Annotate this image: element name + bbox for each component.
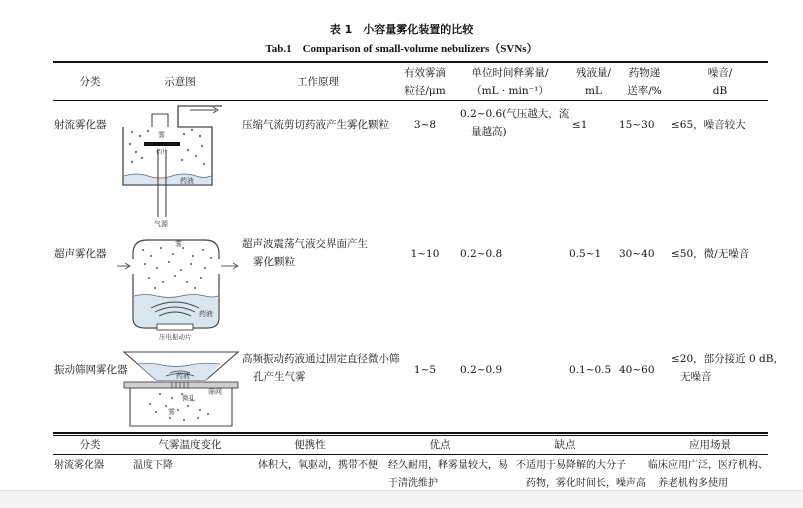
t2-header-scenarios: 应用场景 [689,439,731,451]
row2-noise: ≤50，微/无噪音 [671,248,750,260]
ultrasonic-diagram-liquid-label: 药液 [199,310,213,318]
ultrasonic-nebulizer-diagram [115,228,245,343]
t2-row1-advantages [388,457,508,493]
row3-principle-line1: 高频振动药液通过固定直径微小筛 [242,353,400,365]
t2-header-disadvantages: 缺点 [554,439,576,451]
t2-row1-temperature: 温度下降 [133,460,173,471]
header-delivery-line2: 送率/% [627,85,662,97]
row2-principle-line1: 超声波震荡气液交界面产生 [242,238,368,250]
mesh-diagram-liquid-label: 药液 [176,372,190,380]
row1-residual: ≤1 [572,119,588,131]
row1-category: 射流雾化器 [54,119,107,131]
row3-principle [242,350,400,386]
jet-diagram-liquid-label: 药液 [180,177,194,185]
header-droplet-line1: 有效雾滴 [404,67,446,79]
row3-category: 振动筛网雾化器 [54,364,128,376]
table-title-cn: 表 1 小容量雾化装置的比较 [329,23,474,36]
header-noise-line1: 噪音/ [707,67,733,79]
t2-row1-disadvantages-line2: 药物，雾化时间长，噪声高 [526,478,646,489]
row2-principle-line2: 雾化颗粒 [253,256,295,268]
table1-bottom-rule [53,432,768,434]
t2-row1-advantages-line1: 经久耐用，释雾量较大，易 [388,460,508,471]
header-droplet [395,64,455,100]
row2-droplet: 1~10 [410,248,440,260]
row3-droplet: 1~5 [413,364,437,376]
mesh-diagram-mist-label: 雾 [168,408,175,416]
header-delivery-line1: 药物递 [628,67,661,79]
header-delivery [617,64,672,100]
row3-noise-line2: 无噪音 [680,371,712,383]
row2-rate: 0.2~0.8 [460,248,503,260]
row3-delivery: 40~60 [619,364,655,376]
row1-delivery: 15~30 [619,119,655,131]
t2-row1-portability: 体积大，氧驱动，携带不便 [258,460,378,471]
ultrasonic-diagram-piezo-label: 压电振动片 [159,333,192,341]
header-rate [455,64,565,100]
t2-header-advantages: 优点 [429,439,451,451]
t2-row1-disadvantages-line1: 不适用于易降解的大分子 [516,460,626,471]
t2-row1-disadvantages [516,457,646,493]
header-category: 分类 [79,76,101,88]
row1-droplet: 3~8 [413,119,437,131]
header-diagram: 示意图 [164,76,196,88]
t2-header-portability: 便携性 [294,439,326,451]
row3-noise [671,350,784,386]
row3-rate: 0.2~0.9 [460,364,503,376]
t2-row1-scenarios-line2: 养老机构多使用 [658,478,728,489]
jet-nebulizer-diagram [118,100,228,230]
row2-category: 超声雾化器 [54,248,107,260]
mesh-diagram-hole-label: 微孔 [182,394,195,402]
header-principle: 工作原理 [297,76,339,88]
mesh-diagram-mesh-label: 筛网 [208,388,222,396]
header-noise-line2: dB [712,85,728,97]
row2-residual: 0.5~1 [569,248,602,260]
row1-principle [242,116,389,134]
t2-row1-category: 射流雾化器 [54,460,104,471]
row3-principle-line2: 孔产生气雾 [253,371,306,383]
header-residual-line2: mL [585,85,602,97]
t2-header-temperature: 气雾温度变化 [158,439,222,451]
row3-residual: 0.1~0.5 [569,364,612,376]
header-droplet-line2: 粒径/μm [404,85,446,97]
page-bottom-edge [0,490,803,508]
t2-row1-scenarios-line1: 临床应用广泛，医疗机构、 [648,460,768,471]
jet-diagram-gas-label: 气源 [154,220,168,228]
header-rate-line1: 单位时间释雾量/ [471,67,549,79]
jet-diagram-mist-label: 雾 [158,131,165,139]
row1-principle-line1: 压缩气流剪切药液产生雾化颗粒 [242,119,389,131]
t2-row1-advantages-line2: 于清洗维护 [388,478,438,489]
t2-header-category: 分类 [79,439,101,451]
row1-rate [460,105,569,141]
header-residual [566,64,621,100]
row1-noise: ≤65，噪音较大 [671,119,746,131]
row2-delivery: 30~40 [619,248,655,260]
header-residual-line1: 残液量/ [575,67,612,79]
table2-header-rule [53,454,768,455]
row1-rate-line2: 量越高) [471,126,507,138]
row3-noise-line1: ≤20，部分接近 0 dB， [671,353,784,365]
row2-principle [242,235,368,271]
header-noise [685,64,755,100]
t2-row1-scenarios [648,457,768,493]
jet-diagram-baffle-label: 挡片 [156,149,169,156]
mesh-nebulizer-diagram [120,348,242,432]
header-rate-line2: （mL · min⁻¹） [471,85,549,97]
ultrasonic-diagram-mist-label: 雾 [175,240,182,248]
table-title-en: Tab.1 Comparison of small-volume nebulizers（SVNs） [265,43,538,55]
table1-top-rule [53,61,768,63]
row1-rate-line1: 0.2~0.6(气压越大，流 [460,108,570,120]
